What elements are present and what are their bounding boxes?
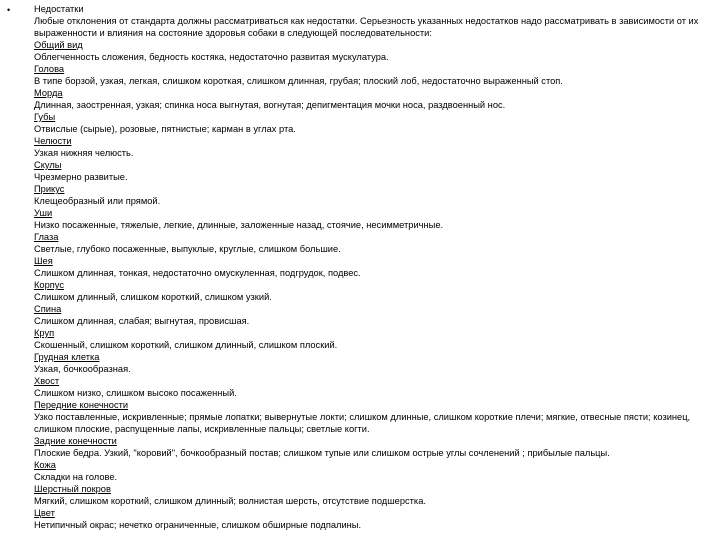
section-heading-coat: Шерстный покров [34,484,111,494]
section-heading-forelimbs: Передние конечности [34,400,129,410]
section-title: Недостатки [34,4,84,14]
intro-paragraph: Любые отклонения от стандарта должны рассматриваться как недостатки. Серьезность указанных недостатков надо рассматривать в зависимости от их выраженности и влияния на состояние здоровья собаки в следующей последовательности: [34,16,699,38]
section-text-skin: Складки на голове. [34,472,118,482]
section-heading-color: Цвет [34,508,55,518]
section-heading-body: Корпус [34,280,64,290]
section-text-forelimbs: Узко поставленные, искривленные; прямые лопатки; вывернутые локти; слишком длинные, слишком короткие плечи; мягкие, отвесные пясти; козинец, слишком плоские, распущенные лапы, искривленные пальцы; светлые когти. [34,412,691,434]
section-heading-tail: Хвост [34,376,60,386]
section-text-ears: Низко посаженные, тяжелые, легкие, длинные, заложенные назад, стоячие, несимметричные. [34,220,444,230]
section-text-muzzle: Длинная, заостренная, узкая; спинка носа выгнутая, вогнутая; депигментация мочки носа, раздвоенный нос. [34,100,506,110]
list-bullet: • [7,5,11,15]
section-heading-back: Спина [34,304,62,314]
section-heading-ears: Уши [34,208,53,218]
section-heading-hindlimbs: Задние конечности [34,436,117,446]
section-text-head: В типе борзой, узкая, легкая, слишком короткая, слишком длинная, грубая; плоский лоб, недостаточно выраженный стоп. [34,76,563,86]
section-heading-bite: Прикус [34,184,65,194]
section-text-eyes: Светлые, глубоко посаженные, выпуклые, круглые, слишком большие. [34,244,341,254]
section-text-hindlimbs: Плоские бедра. Узкий, "коровий", бочкообразный постав; слишком тупые или слишком острые углы сочленений ; прибылые пальцы. [34,448,610,458]
section-text-back: Слишком длинная, слабая; выгнутая, провисшая. [34,316,250,326]
section-text-jaws: Узкая нижняя челюсть. [34,148,134,158]
section-heading-muzzle: Морда [34,88,63,98]
section-text-neck: Слишком длинная, тонкая, недостаточно омускуленная, подгрудок, подвес. [34,268,361,278]
section-heading-croup: Круп [34,328,55,338]
section-text-chest: Узкая, бочкообразная. [34,364,131,374]
section-heading-chest: Грудная клетка [34,352,100,362]
section-text-general: Облегченность сложения, бедность костяка, недостаточно развитая мускулатура. [34,52,389,62]
section-text-color: Нетипичный окрас; нечетко ограниченные, слишком обширные подпалины. [34,520,362,530]
section-text-lips: Отвислые (сырые), розовые, пятнистые; карман в углах рта. [34,124,296,134]
section-text-cheekbones: Чрезмерно развитые. [34,172,128,182]
section-heading-skin: Кожа [34,460,56,470]
section-heading-general: Общий вид [34,40,83,50]
faults-list [34,3,714,531]
section-heading-jaws: Челюсти [34,136,72,146]
section-heading-cheekbones: Скулы [34,160,62,170]
section-heading-lips: Губы [34,112,56,122]
section-text-croup: Скошенный, слишком короткий, слишком длинный, слишком плоский. [34,340,338,350]
section-text-tail: Слишком низко, слишком высоко посаженный. [34,388,237,398]
section-heading-eyes: Глаза [34,232,59,242]
section-text-bite: Клещеобразный или прямой. [34,196,161,206]
section-heading-neck: Шея [34,256,53,266]
section-text-body: Слишком длинный, слишком короткий, слишком узкий. [34,292,272,302]
section-text-coat: Мягкий, слишком короткий, слишком длинный; волнистая шерсть, отсутствие подшерстка. [34,496,426,506]
section-heading-head: Голова [34,64,65,74]
